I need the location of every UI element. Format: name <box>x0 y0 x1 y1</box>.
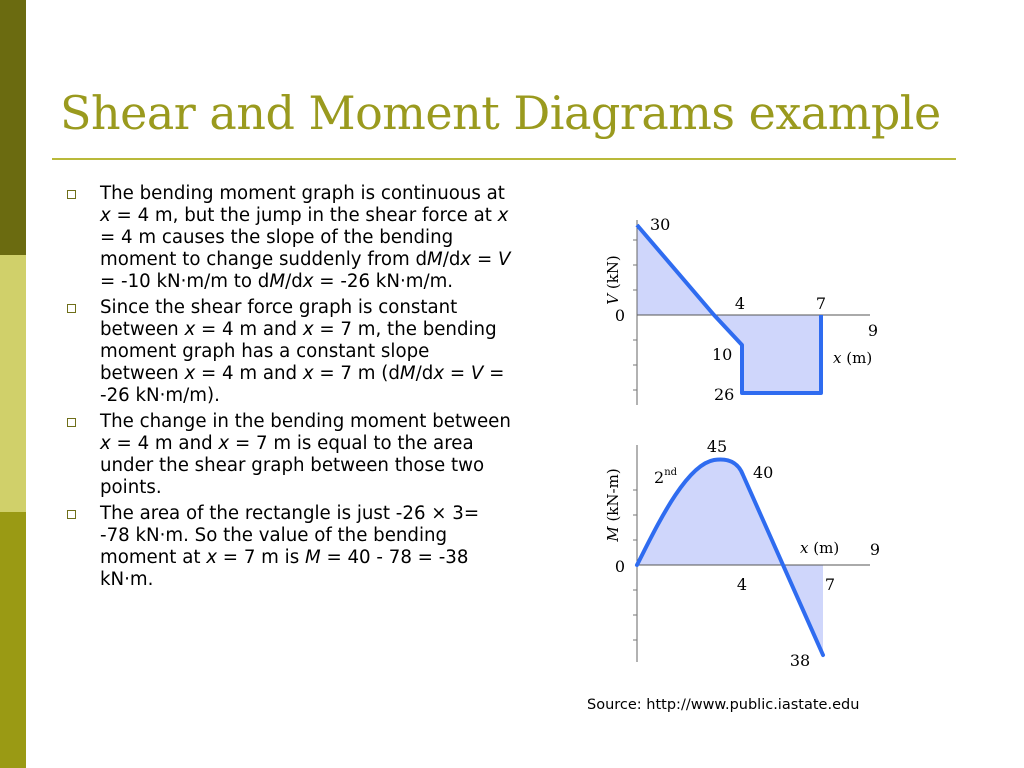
square-bullet-icon <box>67 304 76 313</box>
bullet-variable: M <box>399 363 416 384</box>
bullet-variable: x <box>433 363 445 384</box>
bullet-text: /d <box>415 363 434 384</box>
bullet-text: = -10 kN·m/m to d <box>100 271 270 292</box>
moment-x-label-7: 7 <box>824 575 836 594</box>
bullet-text: = <box>444 363 471 384</box>
bullet-variable: x <box>302 271 314 292</box>
shear-x-label-7: 7 <box>815 294 827 313</box>
bullet-variable: M <box>304 547 321 568</box>
bullet-variable: x <box>218 433 230 454</box>
shear-x-label-4: 4 <box>734 294 746 313</box>
bullet-variable: x <box>460 249 472 270</box>
bullet-text: /d <box>285 271 303 292</box>
shear-label-26: 26 <box>714 385 735 404</box>
moment-curve-note: 2nd <box>654 467 678 487</box>
bullet-variable: x <box>206 547 218 568</box>
bullet-text: = 4 m and <box>195 319 303 340</box>
bullet-text: /d <box>442 249 461 270</box>
bullet-variable: M <box>269 271 286 292</box>
slide-title: Shear and Moment Diagrams example <box>60 86 941 140</box>
bullet-text: = 4 m and <box>110 433 219 454</box>
sidebar-decoration <box>0 0 26 768</box>
bullet-variable: V <box>497 249 511 270</box>
bullet-text: = <box>471 249 498 270</box>
bullet-text: = 4 m causes the slope of the bending moment to change suddenly from d <box>100 227 454 270</box>
bullet-text: Since the shear force graph is constant between <box>100 297 458 340</box>
moment-diagram <box>604 437 880 670</box>
bullet-text: = 4 m, but the jump in the shear force at <box>110 205 498 226</box>
shear-label-10: 10 <box>712 345 733 364</box>
moment-xlabel: x (m) <box>800 539 840 557</box>
moment-label-40: 40 <box>753 463 774 482</box>
square-bullet-icon <box>67 418 76 427</box>
bullet-text: The change in the bending moment between <box>100 411 511 432</box>
bullet-variable: x <box>100 433 111 454</box>
bullet-text: = 4 m and <box>195 363 303 384</box>
moment-label-45: 45 <box>706 437 728 456</box>
bullet-text: = -26 kN·m/m). <box>100 363 505 406</box>
shear-label-30: 30 <box>650 215 671 234</box>
source-credit: Source: http://www.public.iastate.edu <box>587 697 860 713</box>
bullet-item <box>62 183 512 293</box>
bullet-variable: V <box>470 363 484 384</box>
bullet-text: = 40 - 78 = -38 kN·m. <box>100 547 469 590</box>
sidebar-segment-top <box>0 0 26 255</box>
square-bullet-icon <box>67 190 76 199</box>
bullet-text: = 7 m is equal to the area under the shear graph between those two points. <box>100 433 485 498</box>
bullet-variable: x <box>302 319 314 340</box>
shear-xlabel: x (m) <box>833 349 873 367</box>
shear-ylabel: V (kN) <box>604 255 622 305</box>
bullet-list <box>62 183 512 595</box>
shear-moment-diagram <box>590 200 900 680</box>
bullet-variable: x <box>302 363 314 384</box>
bullet-text: The bending moment graph is continuous at <box>100 183 505 204</box>
shear-x-label-9: 9 <box>867 321 879 340</box>
bullet-text: = -26 kN·m/m. <box>313 271 454 292</box>
bullet-variable: x <box>184 363 196 384</box>
bullet-item <box>62 503 512 591</box>
bullet-text: The area of the rectangle is just -26 × 3= -78 kN·m. So the value of the bending moment at <box>100 503 480 568</box>
title-underline <box>52 158 956 160</box>
sidebar-segment-middle <box>0 255 26 512</box>
sidebar-segment-bottom <box>0 512 26 768</box>
square-bullet-icon <box>67 510 76 519</box>
bullet-variable: x <box>100 205 111 226</box>
bullet-text: = 7 m, the bending moment graph has a constant slope between <box>100 319 497 384</box>
bullet-text: = 7 m (d <box>313 363 400 384</box>
bullet-variable: M <box>427 249 443 270</box>
bullet-variable: x <box>184 319 196 340</box>
bullet-text: = 7 m is <box>217 547 305 568</box>
moment-ylabel: M (kN-m) <box>604 468 622 542</box>
bullet-item <box>62 411 512 499</box>
moment-label-38: 38 <box>789 651 811 670</box>
shear-label-zero: 0 <box>614 306 626 325</box>
shear-diagram <box>604 215 878 405</box>
moment-label-zero: 0 <box>614 557 626 576</box>
bullet-item <box>62 297 512 407</box>
moment-x-label-9: 9 <box>869 540 881 559</box>
moment-x-label-4: 4 <box>736 575 748 594</box>
bullet-variable: x <box>497 205 509 226</box>
